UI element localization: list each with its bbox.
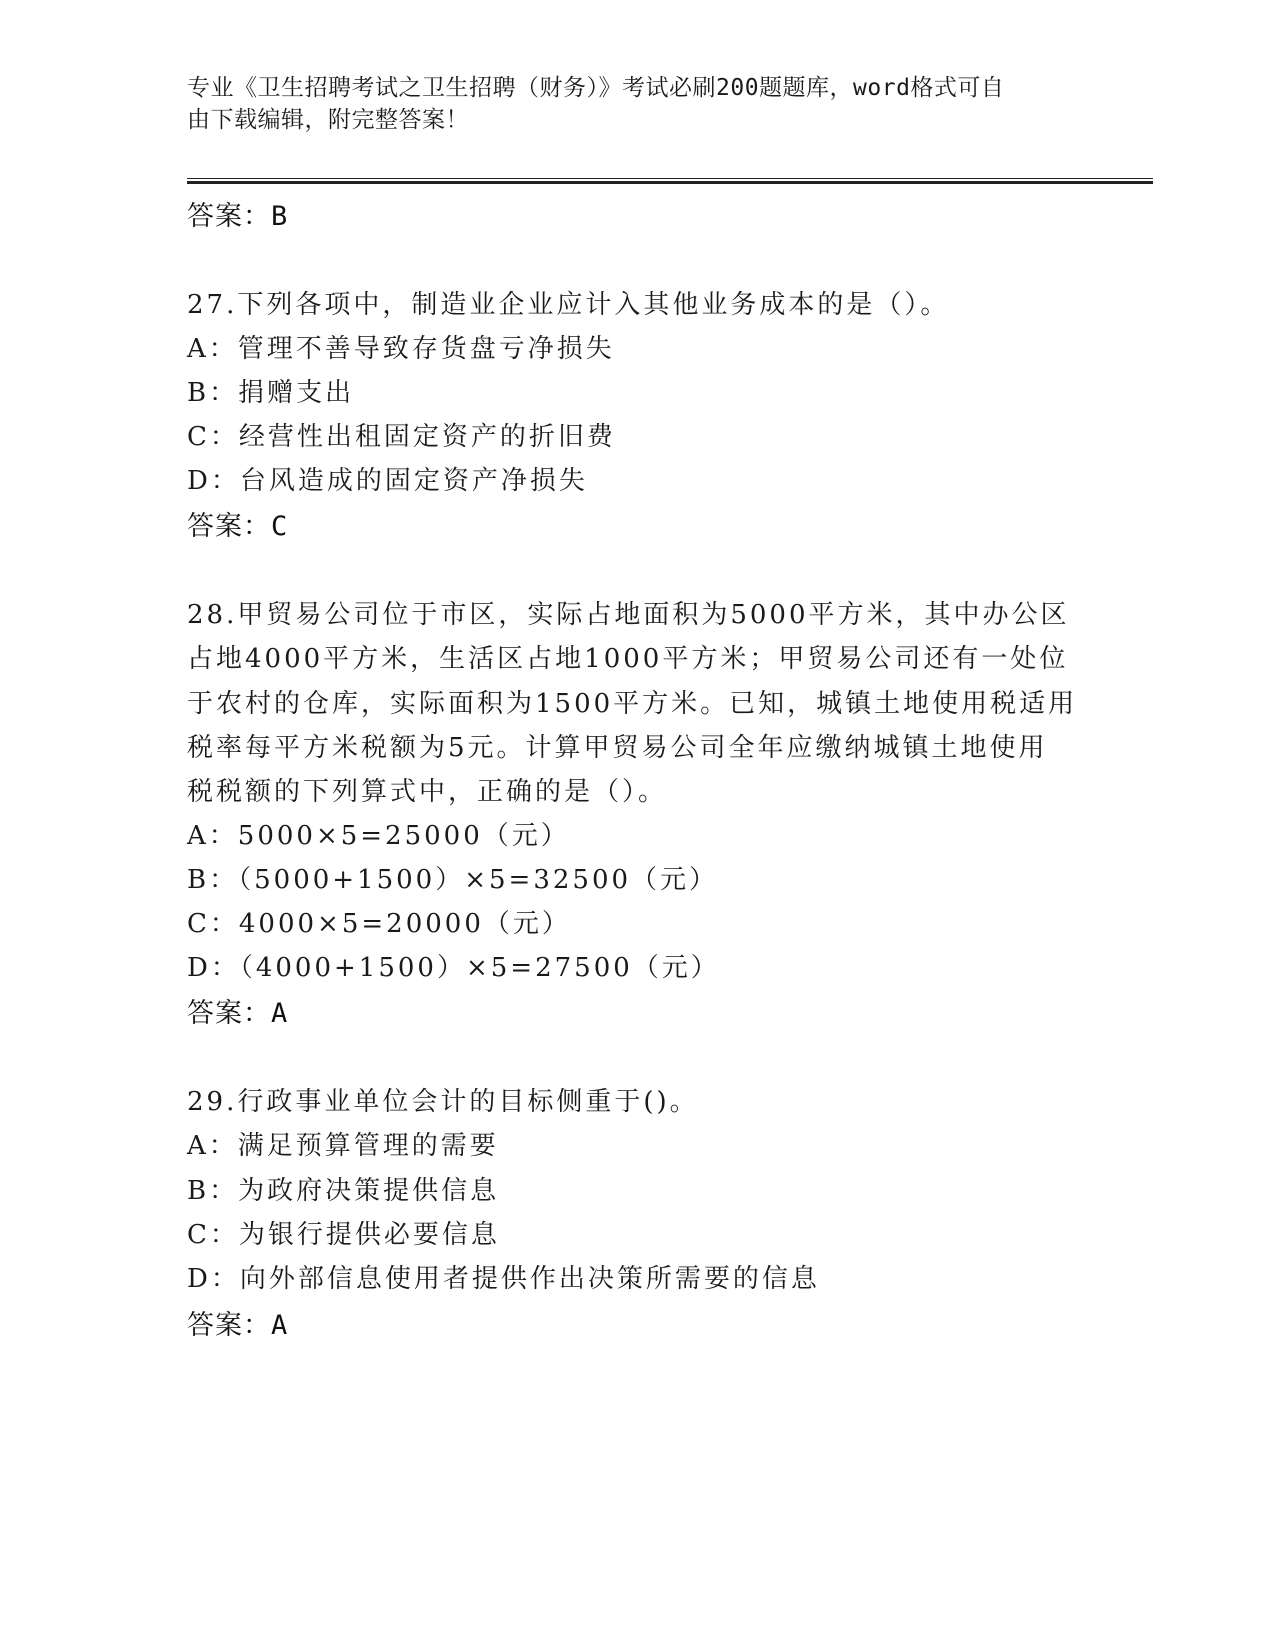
document-header (187, 72, 1067, 136)
question-28-stem-line-4: 税率每平方米税额为5元。计算甲贸易公司全年应缴纳城镇土地使用 (187, 733, 1048, 763)
header-line-2: 由下载编辑，附完整答案！ (187, 107, 469, 133)
question-28-option-d: D：（4000+1500）×5=27500（元） (187, 953, 720, 983)
question-27-answer: 答案：C (187, 511, 289, 542)
question-28-stem-line-5: 税税额的下列算式中，正确的是（）。 (187, 777, 668, 807)
answer-prev: 答案：B (187, 201, 289, 232)
question-28-option-c: C：4000×5=20000（元） (187, 909, 571, 939)
question-28-option-a: A：5000×5=25000（元） (187, 821, 570, 851)
question-27-option-a: A：管理不善导致存货盘亏净损失 (187, 334, 615, 364)
question-29-stem: 29.行政事业单位会计的目标侧重于()。 (187, 1087, 699, 1117)
question-29-option-a: A：满足预算管理的需要 (187, 1131, 499, 1161)
header-line-1: 专业《卫生招聘考试之卫生招聘（财务）》考试必刷200题题库，word格式可自 (187, 75, 1005, 101)
question-27-option-d: D：台风造成的固定资产净损失 (187, 466, 588, 496)
question-29-option-c: C：为银行提供必要信息 (187, 1220, 500, 1250)
question-29-answer: 答案：A (187, 1310, 289, 1341)
question-28-stem-line-1: 28.甲贸易公司位于市区，实际占地面积为5000平方米，其中办公区 (187, 600, 1070, 630)
question-29-option-d: D：向外部信息使用者提供作出决策所需要的信息 (187, 1264, 820, 1294)
question-28-stem-line-2: 占地4000平方米，生活区占地1000平方米；甲贸易公司还有一处位 (187, 644, 1069, 674)
question-28-option-b: B：（5000+1500）×5=32500（元） (187, 865, 719, 895)
question-27-stem: 27.下列各项中，制造业企业应计入其他业务成本的是（）。 (187, 290, 950, 320)
question-27-option-c: C：经营性出租固定资产的折旧费 (187, 422, 616, 452)
question-27-option-b: B：捐赠支出 (187, 378, 355, 408)
question-28-stem-line-3: 于农村的仓库，实际面积为1500平方米。已知，城镇土地使用税适用 (187, 689, 1078, 719)
question-28-answer: 答案：A (187, 998, 289, 1029)
header-divider-thin (187, 178, 1153, 179)
header-divider-thick (187, 181, 1153, 184)
question-29-option-b: B：为政府决策提供信息 (187, 1176, 500, 1206)
